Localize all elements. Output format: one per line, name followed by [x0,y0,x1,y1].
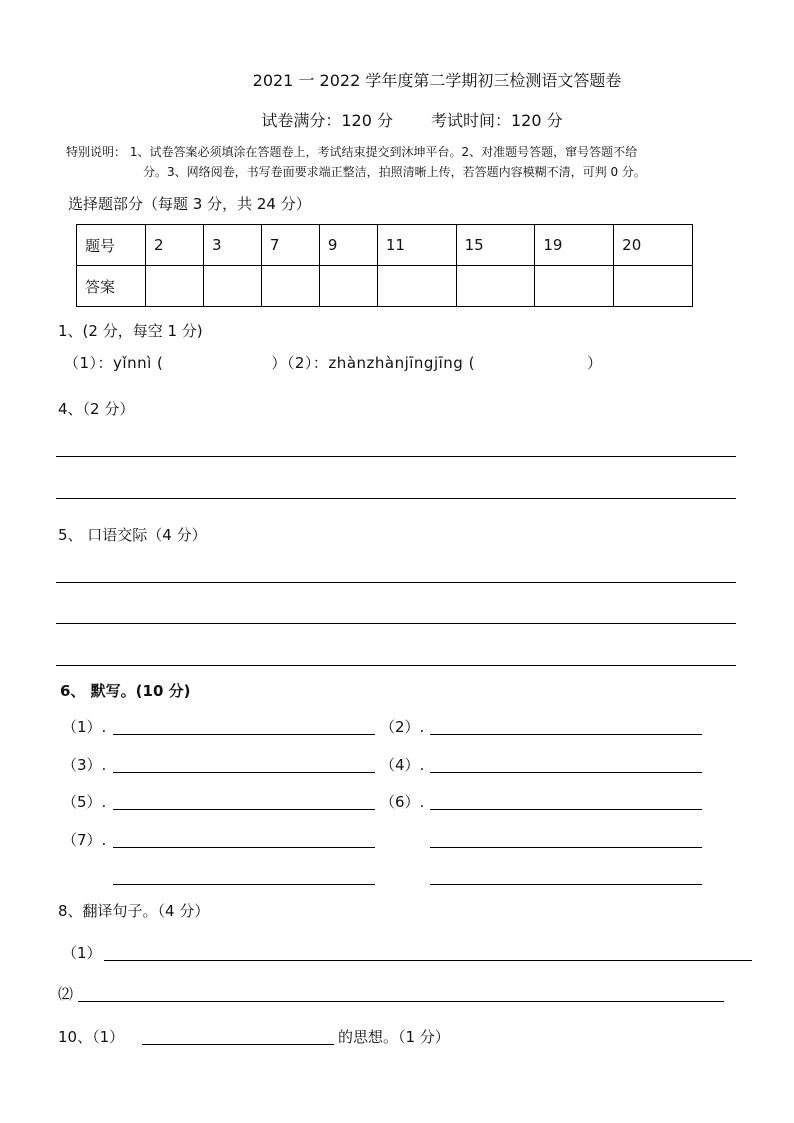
q10-answer-line[interactable] [142,1044,334,1045]
special-notes [66,142,746,182]
answer-cell[interactable] [203,266,261,307]
notes-line-1: 特别说明： 1、试卷答案必须填涂在答题卷上，考试结束提交到沐坤平台。2、对准题号答题，窜号答题不给 [66,145,638,159]
q6-answer-line[interactable] [430,809,702,810]
q4-answer-line-1[interactable] [56,456,736,457]
row-label-number: 题号 [77,225,146,266]
q8-heading: 8、翻译句子。（4 分） [58,902,210,920]
q6-item-label: （7）. [62,831,107,849]
q8-answer-line-1[interactable] [104,960,752,961]
q5-heading: 5、 口语交际（4 分） [58,526,207,544]
q1-close-paren: ） [586,354,603,372]
question-number: 7 [261,225,319,266]
q6-answer-line[interactable] [113,809,375,810]
answer-cell[interactable] [146,266,204,307]
exam-info [0,108,794,131]
q1-heading: 1、(2 分，每空 1 分) [58,322,203,340]
q6-answer-line[interactable] [113,884,375,885]
page-title: 2021 一 2022 学年度第二学期初三检测语文答题卷 [252,71,622,90]
q6-answer-line[interactable] [430,772,702,773]
exam-time: 考试时间：120 分 [431,111,563,130]
answer-cell[interactable] [535,266,614,307]
q6-heading: 6、 默写。(10 分) [60,682,191,700]
q6-item-label: （5）. [62,793,107,811]
q6-item-label: （1）. [62,718,107,736]
q1-part2-label: ）（2）：zhànzhànjīngjīng ( [271,354,475,372]
question-number: 19 [535,225,614,266]
answer-cell[interactable] [261,266,319,307]
q10-prefix: 10、（1） [58,1028,125,1046]
question-number-row [77,225,693,266]
q6-answer-line[interactable] [113,734,375,735]
answer-cell[interactable] [614,266,693,307]
question-number: 15 [456,225,535,266]
q6-item-label: （4）. [380,756,425,774]
q6-item-label: （3）. [62,756,107,774]
full-score: 试卷满分：120 分 [261,111,393,130]
q6-item-label: （2）. [380,718,425,736]
q5-answer-line-2[interactable] [56,623,736,624]
notes-line-2: 分。3、网络阅卷，书写卷面要求端正整洁，拍照清晰上传，若答题内容模糊不清，可判 0 分。 [143,165,646,179]
q4-heading: 4、（2 分） [58,400,135,418]
q1-pinyin-row [64,352,602,373]
q5-answer-line-3[interactable] [56,665,736,666]
q6-answer-line[interactable] [430,847,702,848]
q1-part1-label: （1）：yǐnnì ( [64,354,164,372]
q10-suffix: 的思想。（1 分） [338,1028,450,1046]
q4-answer-line-2[interactable] [56,498,736,499]
answer-row [77,266,693,307]
q6-answer-line[interactable] [113,772,375,773]
answer-cell[interactable] [319,266,377,307]
q6-item-label: （6）. [380,793,425,811]
answer-cell[interactable] [377,266,456,307]
q6-answer-line[interactable] [113,847,375,848]
q8-item-2-label: ⑵ [58,985,74,1003]
q6-answer-line[interactable] [430,734,702,735]
q8-item-1-label: （1） [62,944,102,962]
row-label-answer: 答案 [77,266,146,307]
question-number: 9 [319,225,377,266]
q6-answer-line[interactable] [430,884,702,885]
choice-section-heading: 选择题部分（每题 3 分，共 24 分） [68,195,311,213]
question-number: 3 [203,225,261,266]
question-number: 20 [614,225,693,266]
q8-answer-line-2[interactable] [78,1001,724,1002]
question-number: 11 [377,225,456,266]
q5-answer-line-1[interactable] [56,582,736,583]
answer-table [76,224,693,307]
question-number: 2 [146,225,204,266]
answer-cell[interactable] [456,266,535,307]
